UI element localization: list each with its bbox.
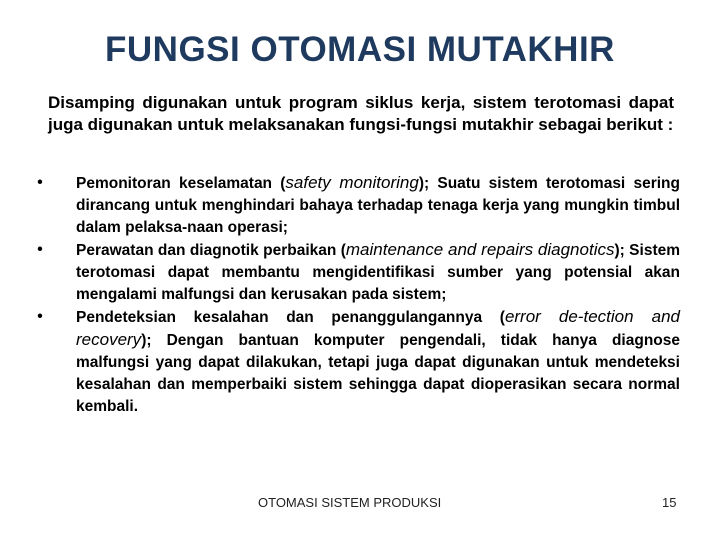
intro-text: Disamping digunakan untuk program siklus kerja, sistem terotomasi dapat juga digunakan untuk melaksanakan fungsi-fungsi mutakhir sebagai berikut : <box>48 93 674 134</box>
bullet-item-safety-monitoring <box>30 172 680 239</box>
bullet-term: safety monitoring <box>285 173 419 192</box>
bullet-icon: • <box>37 174 43 191</box>
bullet-rest: ); Dengan bantuan komputer pengendali, tidak hanya diagnose malfungsi yang dapat dilakukan, tetapi juga dapat digunakan untuk mendeteksi kesalahan dan memperbaiki sistem sehingga dapat dioperasikan secara normal kembali. <box>76 332 680 415</box>
slide-title: FUNGSI OTOMASI MUTAKHIR <box>105 30 615 69</box>
bullet-rest: ); Suatu sistem terotomasi sering dirancang untuk menghindari bahaya terhadap tenaga kerja yang mungkin timbul dalam pelaksa-naan operasi; <box>76 175 680 236</box>
bullet-term: maintenance and repairs diagnotics <box>345 240 615 259</box>
bullet-rest: ); Sistem terotomasi dapat membantu mengidentifikasi sumber yang potensial akan mengalami malfungsi dan kerusakan pada sistem; <box>76 242 681 303</box>
bullet-icon: • <box>37 241 43 258</box>
intro-paragraph <box>48 92 674 136</box>
bullet-lead: Pemonitoran keselamatan ( <box>76 175 286 192</box>
bullet-term: error de-tection and recovery <box>76 307 680 349</box>
bullet-icon: • <box>37 308 43 325</box>
footer-text: OTOMASI SISTEM PRODUKSI <box>258 495 442 510</box>
page-number: 15 <box>662 495 677 510</box>
bullet-lead: Perawatan dan diagnotik perbaikan ( <box>76 242 346 259</box>
bullet-list <box>30 172 680 418</box>
bullet-item-error-detection <box>30 306 680 418</box>
bullet-item-maintenance <box>30 239 680 306</box>
bullet-lead: Pendeteksian kesalahan dan penanggulangannya ( <box>76 309 505 326</box>
